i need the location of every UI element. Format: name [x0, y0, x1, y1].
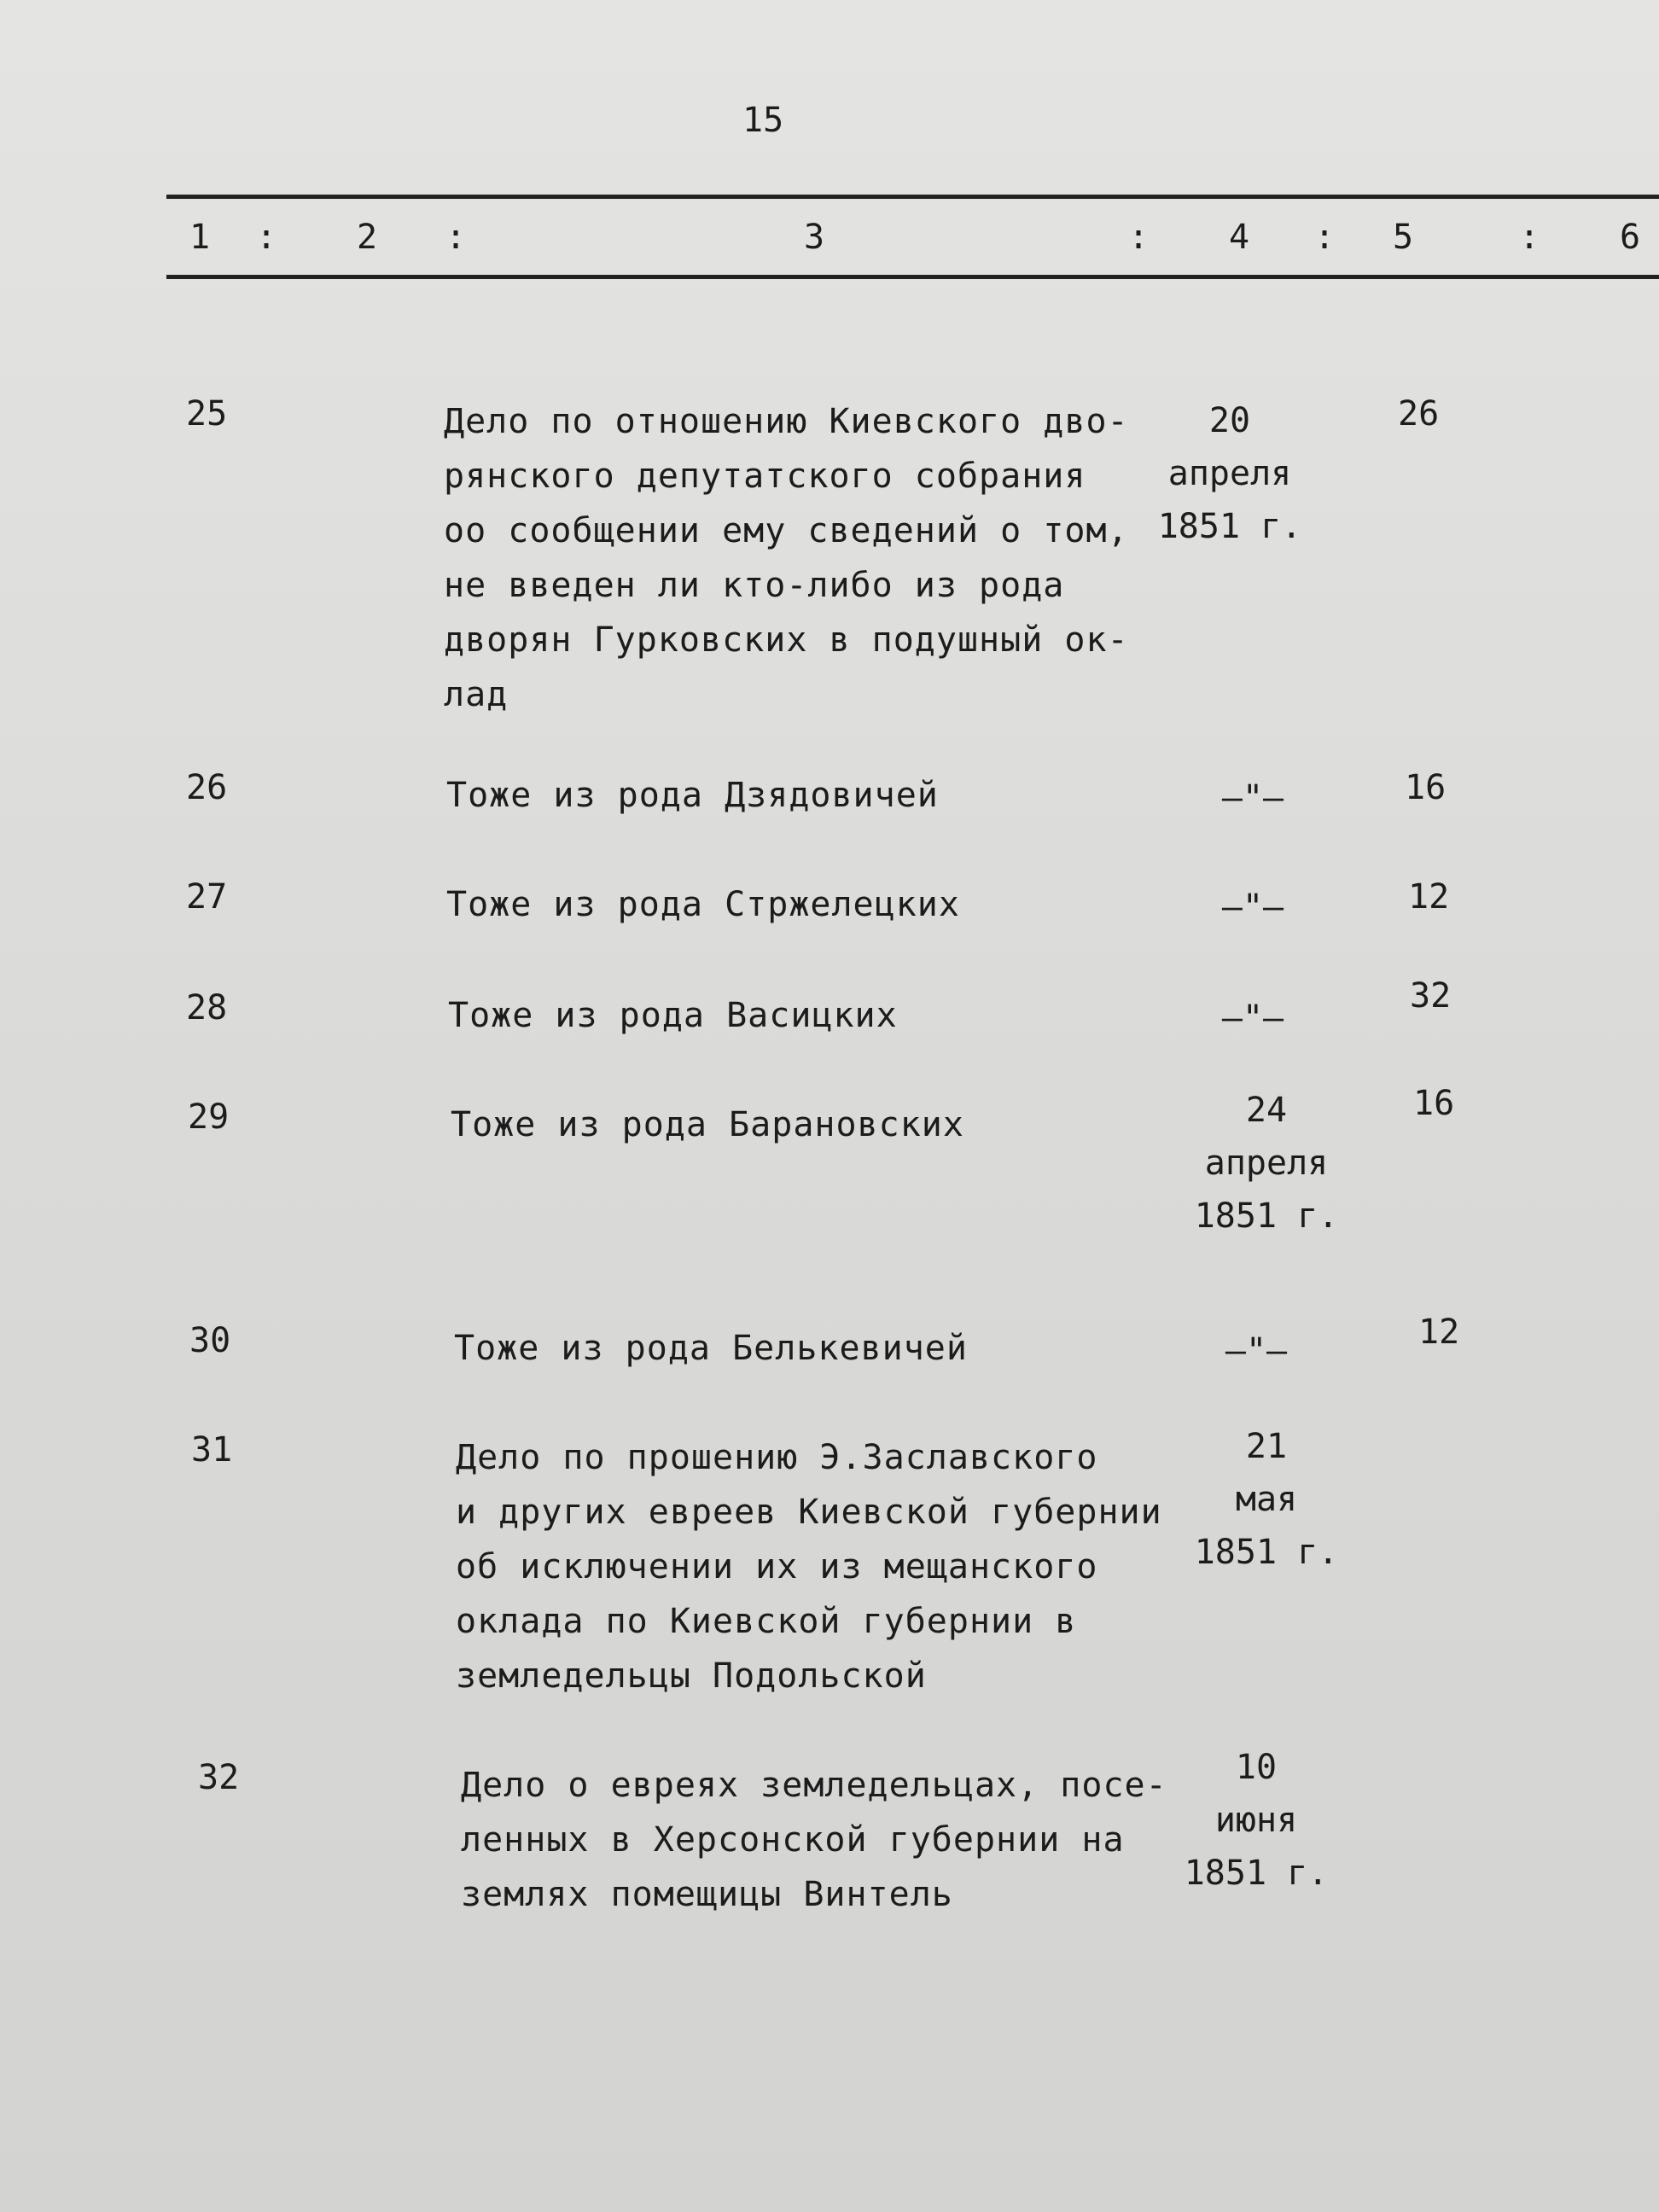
date-line: мая — [1235, 1480, 1298, 1519]
entry-number: 26 — [186, 768, 228, 807]
date-line: 24 — [1245, 1091, 1288, 1130]
entry-description — [446, 877, 960, 932]
entry-number: 28 — [186, 988, 228, 1027]
desc-line: земледельцы Подольской — [456, 1656, 927, 1696]
entry-description — [448, 988, 898, 1043]
entry-date — [1154, 1741, 1359, 1900]
entry-description — [461, 1758, 1167, 1922]
header-col-3: 3 — [804, 218, 825, 257]
ditto-mark: —"— — [1225, 1331, 1288, 1371]
date-line: 21 — [1245, 1427, 1288, 1466]
entry-date — [1167, 771, 1338, 824]
header-col-4: 4 — [1229, 218, 1250, 257]
date-line: 1851 г. — [1184, 1854, 1329, 1893]
header-top-rule — [166, 195, 1659, 199]
entry-date — [1132, 394, 1328, 553]
desc-line: дворян Гурковских в подушный ок- — [444, 620, 1129, 660]
desc-line: Тоже из рода Барановских — [451, 1105, 964, 1144]
ditto-mark: —"— — [1221, 888, 1284, 927]
desc-line: рянского депутатского собрания — [444, 457, 1086, 496]
entry-description — [446, 768, 939, 823]
page-number: 15 — [742, 101, 784, 140]
desc-line: оо сообщении ему сведений о том, — [444, 511, 1129, 550]
date-line: 1851 г. — [1194, 1533, 1339, 1572]
desc-line: Тоже из рода Васицких — [448, 996, 898, 1035]
entry-description — [444, 394, 1129, 722]
date-line: июня — [1214, 1801, 1298, 1840]
header-col-1: 1 — [189, 218, 211, 257]
entry-date — [1167, 992, 1338, 1045]
header-sep: : — [1314, 218, 1336, 257]
entry-number: 32 — [198, 1758, 240, 1797]
ditto-mark: —"— — [1221, 778, 1284, 818]
entry-number: 25 — [186, 394, 228, 434]
entry-pages: 12 — [1408, 877, 1450, 917]
entry-number: 31 — [191, 1430, 233, 1470]
desc-line: и других евреев Киевской губернии — [456, 1493, 1162, 1532]
header-col-5: 5 — [1393, 218, 1414, 257]
desc-line: оклада по Киевской губернии в — [456, 1602, 1077, 1641]
date-line: апреля — [1204, 1144, 1329, 1183]
entry-date — [1164, 1420, 1369, 1579]
date-line: апреля — [1167, 454, 1292, 493]
header-sep: : — [1128, 218, 1150, 257]
desc-line: Тоже из рода Дзядовичей — [446, 776, 939, 815]
header-sep: : — [445, 218, 467, 257]
desc-line: Тоже из рода Стржелецких — [446, 885, 960, 924]
desc-line: лад — [444, 675, 509, 714]
header-col-2: 2 — [357, 218, 378, 257]
desc-line: Дело по прошению Э.Заславского — [456, 1438, 1098, 1477]
entry-date — [1164, 1084, 1369, 1243]
date-line: 20 — [1208, 401, 1251, 440]
header-col-6: 6 — [1620, 218, 1641, 257]
header-sep: : — [1519, 218, 1540, 257]
entry-pages: 16 — [1405, 768, 1447, 807]
desc-line: не введен ли кто-либо из рода — [444, 566, 1065, 605]
entry-number: 27 — [186, 877, 228, 917]
date-line: 1851 г. — [1194, 1196, 1339, 1236]
desc-line: Тоже из рода Белькевичей — [454, 1329, 968, 1368]
date-line: 1851 г. — [1157, 507, 1302, 546]
ditto-mark: —"— — [1221, 998, 1284, 1038]
entry-pages: 12 — [1418, 1313, 1460, 1352]
desc-line: об исключении их из мещанского — [456, 1547, 1098, 1586]
entry-number: 29 — [188, 1097, 230, 1137]
date-line: 10 — [1235, 1748, 1278, 1787]
desc-line: Дело о евреях земледельцах, посе- — [461, 1766, 1167, 1805]
entry-date — [1171, 1324, 1342, 1377]
entry-pages: 26 — [1398, 394, 1440, 434]
desc-line: землях помещицы Винтель — [461, 1875, 953, 1914]
entry-description — [451, 1097, 964, 1152]
entry-description — [454, 1321, 968, 1376]
entry-description — [456, 1430, 1162, 1703]
entry-pages: 32 — [1410, 976, 1452, 1016]
entry-number: 30 — [189, 1321, 231, 1360]
desc-line: ленных в Херсонской губернии на — [461, 1820, 1125, 1860]
header-bottom-rule — [166, 275, 1659, 279]
entry-date — [1167, 881, 1338, 934]
entry-pages: 16 — [1413, 1084, 1455, 1123]
desc-line: Дело по отношению Киевского дво- — [444, 402, 1129, 441]
header-sep: : — [256, 218, 277, 257]
